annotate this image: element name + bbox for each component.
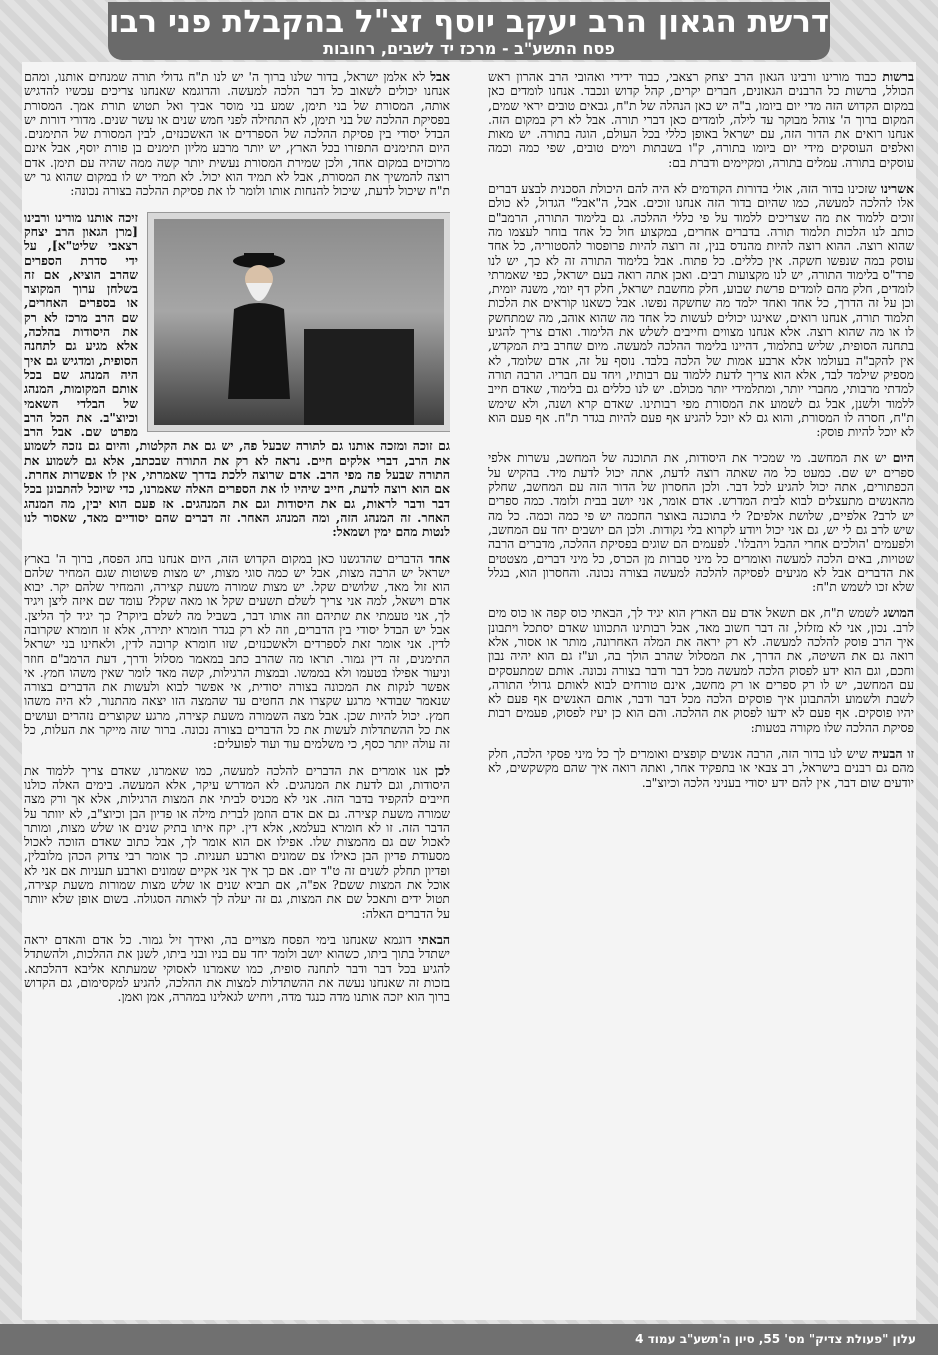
paragraph-text: הדברים שהדגשנו כאן במקום הקדוש הזה, היום אנחנו בחג הפסח, ברוך ה' בארץ ישראל יש הרבה מצות, אבל יש כמה סוגי מצות, יש מצות פשוטות שגם המחיר שלהם הוא זול מאד, שלושים שקל. יש מצות שמורה משעת קצירה, והמחיר שלהם יקר. יבוא אדם וישאל, למה אני צריך לשלם תשעים שקל או מאה שקל? עומד שם איזה ליצן ויגיד לך, אני טעמתי את שתיהם וזה אותו דבר, בשביל מה לשלם ביוקר? כך יגיד לך הליצן. אבל יש הבדל יסודי בין הדברים, וזה לא רק בגדר חומרא יתירה, אלא זו חומרא שקרובה לדין. אני אומר זאת לספרדים ולאשכנזים, שזו חומרא קרובה לדין, ולאחינו בני ישראל התימנים, זה דין גמור. תראו מה שהרב כתב במאמר מסלול ודרך, דעת הרמב"ם חוזר וניעור אפילו בטעמו ולא בממשו. ובמצות הרגילות, קשה מאד לומר שאין משהו חמץ. אי אפשר לנקות את המכונה בצורה יסודית, אי אפשר לבוא ולעשות את הדברים בצורה שנאמר שבודאי מרגע שקצרו את החטים עד שהמצה הזו יצאה מהתנור, לא היה משהו חמץ. יכול להיות שכן. אבל מצה השמורה משעת קצירה, מרגע שקוצרים נזהרים ועושים את כל ההשתדלות לעשות את כל הדברים בצורה נכונה. ברור שזה מייקר את העלות, כל זה עולה יותר כסף, כי משלמים עוד ועוד לפועלים: (24, 550, 450, 752)
page-title: דרשת הגאון הרב יעקב יוסף זצ"ל בהקבלת פני רבו (108, 4, 830, 40)
paragraph (488, 606, 914, 735)
paragraph-text: יש את המחשב. מי שמכיר את היסודות, את התוכנה של המחשב, עשרות אלפי ספרים יש שם. כמעט כל מה שאתה רוצה לדעת, אתה יכול לדעת מיד. בהקיש על הכפתורים, אתה יכול להגיע לכל דבר. ולכן החסרון של הדור הזה עם המחשב, שחלק מהאנשים מתעצלים לבוא לבית המדרש. אדם אומר, אני יושב בבית ולומד. כמה ספרים יש לרב? אלפיים, שלושת אלפים? לי בתוכנה באוצר החכמה יש פי כמה וכמה. כל מה שיש לרב גם לי יש, גם אני יכול ויודע לקרוא בלי נקודות. ולכן הם יושבים יחד עם המחשב, ולפעמים 'הולכים אחרי ההבל ויהבלו'. לפעמים הם שוגים בפסיקת ההלכה, מדברים הרבה שטויות, באים הלכה למעשה ואומרים כל מיני סברות מן הכרס, כל מיני דברים, מצטטים את הדברים אבל לא מגיעים לפסיקה להלכה למעשה בצורה נכונה. והחסרון הוא, בגלל שלא זכו לשמש ת"ח: (488, 450, 914, 595)
paragraph-lead: זו הבעיה (871, 746, 914, 762)
paragraph-lead: אחד (428, 550, 450, 566)
paragraph (488, 747, 914, 790)
paragraph (488, 451, 914, 594)
paragraph-lead: אבל (430, 70, 450, 84)
paragraph-text: שזכינו בדור הזה, אולי בדורות הקודמים לא היה להם היכולת הסכנית לבצע דברים אלו להלכה למעשה, כמו שהיום בדור הזה אנחנו זוכים. אבל, ה"אבל" הגדול, לא כולם זוכים ללמוד את מה שצריכים ללמוד על פי כללי ההלכה. גם בלימוד התורה, הרמב"ם כותב לנו הלכות תלמוד תורה. בדברים אחרים, במקצוע חול כל אחד בוחר לעצמו מה שהוא רוצה. ההוא רוצה להיות מהנדס בנין, זה רוצה להיות פרופסור להסטוריה, כל אחד עוסק במה שנפשו חשקה. אין כללים. כל פתוח. אבל בלימוד התורה זה לא כך, יש לנו פרד"ס בלימוד התורה, יש לנו מקצועות רבים. ואכן אתה רואה בעם ישראל, כפי שאמרתי לומדים, חלק מהם לומדים פרשת שבוע, חלק מחשבת ישראל, חלק דף יומי, משנה יומית, וכן על זה הדרך, כל אחד ואחד ילמד מה שחשקה נפשו. אבל כשאנו קוראים את הלכות תלמוד תורה, אנחנו רואים, שאינגו יכולים לעשות כל אחד מה שהוא אוהב, מה שמתחשק לו או מה שהוא רוצה. אלא אנחנו מצווים וחייבים לשלש את הלימוד. ואדם צריך להגיע בתחנה הסופית, שליש בתלמוד, דהיינו בלימוד ההלכה למעשה. מיום שחרב בית המקדש, אין להקב"ה בעולמו אלא ארבע אמות של הלכה בלבד. נוסף על זה, אדם שלומד, לא מספיק שילמד לבד, אלא הוא צריך לדעת ללמוד עם רבותיו, ויחד עם חבריו. הרבה תורה למדתי מרבותי, מחברי יותר, ומתלמידי יותר מכולם. יש לנו כללים גם בלימוד, שאדם חייב ללמוד ולשנן, אבל גם לשמוע את המסורת מפי רבותינו. שאדם קרא ושנה, ולא שימש ת"ח, חסרה לו המסורת, והוא גם לא יוכל להגיע אף פעם להיות בגדר ת"ח. אף פעם הוא לא יוכל להיות פוסק: (488, 181, 914, 440)
paragraph (488, 182, 914, 439)
paragraph-lead: אשרינו (880, 181, 914, 197)
paragraph-lead: ברשות (882, 70, 914, 84)
paragraph (488, 70, 914, 170)
paragraph-lead: לכן (434, 762, 450, 778)
article-column-right (488, 70, 914, 1310)
paragraph-lead: המושג (883, 605, 914, 621)
header-banner (108, 2, 830, 60)
paragraph-lead: היום (892, 450, 914, 466)
article-column-left (24, 70, 450, 1310)
paragraph-text: שיש לנו בדור הזה, הרבה אנשים קופצים ואומרים לך כל מיני פסקי הלכה, חלק מהם גם רבנים בישראל, רב צבאי או בתפקיד אחר, ואתה רואה איך שהם מקשקשים, לא יודעים שום דבר, אין להם ידע יסודי בעניני הלכה וכיוצ"ב. (488, 746, 914, 790)
page-subtitle: פסח התשע"ב - מרכז יד לשבים, רחובות (323, 39, 615, 58)
rabbi-figure-image (224, 249, 294, 399)
paragraph (24, 764, 450, 921)
highlight-paragraph: זיכה אותנו מורינו ורבינו [מרן הגאון הרב יצחק רצאבי שליט"א], על ידי סדרת הספרים שהרב הוציא, אם זה בשלחן ערוך המקוצר או בספרים האחרים, שם הרב מרכז לא רק את היסודות בהלכה, אלא מגיע גם לתחנה הסופית, ומדגיש גם איך היה המנהג שם בכל אותם המקומות, המנהג של הבלדי השאמי וכיוצ"ב. את הכל הרב מפרט שם. אבל הרב גם זוכה ומזכה אותנו גם לתורה שבעל פה, יש גם את הקלטות, והיום גם נזכה לשמוע את הרב, דברי אלקים חיים. נראה לא רק את התורה שבכתב, אלא גם לשמוע את התורה שבעל פה מפי הרב. אדם שרוצה ללכת בדרך שאמרתי, אין לו אפשרות אחרת. אם הוא רוצה לדעת, חייב שיהיו לו את הספרים האלה שאמרנו, כדי שיוכל להתבונן בכל דבר ודבר לראות, גם את היסודות וגם את המנהגים. אז פעם הוא יבין, מה המנהג האחר. זה המנהג הזה, ומה המנהג האחר. זה דברים שהם יסודיים מאד, שאסור לנו לנטות מהם ימין ושמאל: (24, 209, 450, 540)
paragraph-text: לא אלמן ישראל, בדור שלנו ברוך ה' יש לנו ת"ח גדולי תורה שמנחים אותנו, ומהם אנחנו יכולים לשאוב כל דבר הלכה למעשה. והדוגמא שאנחנו צריכים עכשיו להדגיש אותה, המסורת של בני תימן, שמע בני מוסר אביך ואל תטוש תורת אמך. המסורת בפסיקת ההלכה של בני תימן, לא התחילה לפני חמש שנים או עשר שנים. מדורי דורות יש הבדל יסודי בין פסיקת ההלכה של הספרדים או האשכנזים, לבין המסורת של התימנים. היום התימנים התפזרו בכל הארץ, יש יותר מרבע מליון תימנים בן פורת יוסף, אבל אינם מרוכזים במקום אחד, ולכן שמירת המסורת נעשית יותר קשה ממה שהיה עם תימן. אדם רוצה להמשיך את המסורת, אבל לא תמיד הוא יכול. לא תמיד יש לו במקום שהוא גר יש ת"ח שיכול לדעת, שיכול להנחות אותו ולומר לו את פסיקת ההלכה בצורה נכונה: (24, 70, 450, 199)
podium-image (304, 329, 414, 425)
paragraph-text: דוגמא שאנחנו בימי הפסח מצויים בה, ואידך זיל גמור. כל אדם והאדם יראה ישתדל בתוך ביתו, כשהוא יושב ולומד יחד עם בניו ובני ביתו, לשנן את ההלכות, ולהשתדל להגיע בכל דבר ודבר לתחנה סופית, כמו שאמרנו לאסוקי שמעתתא אליבא דהלכתא. בזכות זה שאנחנו נעשה את ההשתדלות למצות את ההלכה, להגיע למקסימום, גם הקדוש ברוך הוא יזכה אותנו מדה כנגד מדה, ויחיש לגאלינו במהרה, אמן ואמן. (24, 931, 450, 1005)
rabbi-photo (148, 213, 450, 431)
page-footer: עלון "פעולת צדיק" מס' 55, סיון ה'תשע"ב עמוד 4 (0, 1324, 938, 1355)
paragraph-text: כבוד מורינו ורבינו הגאון הרב יצחק רצאבי, כבוד ידידי ואהובי הרב אהרון ראש הכולל, ברשות כל הרבנים הגאונים, חברים יקרים, קהל קדוש ונכבד. אנחנו לומדים כאן במקום הקדוש הזה מדי יום ביומו, ב"ה יש כאן הנהלה של ת"ח, גבאים טובים יראי שמים, המקום ברוך ה' צוהל מבוקר עד לילה, לומדים כאן דברי תורה. אבל לא רק במקום הזה. אנחנו רואים את הדור הזה, עם ישראל באופן כללי בכל העולם, הוגה בתורה. יש מאות ואלפים העוסקים מידי יום ביומו בתורה, ק"ו בשבתות וימים טובים, שפי כמה וכמה עוסקים בתורה. עמלים בתורה, ומקיימים ודברת בם: (488, 70, 914, 170)
paragraph (24, 552, 450, 752)
paragraph (24, 70, 450, 199)
paragraph-text: לשמש ת"ח, אם תשאל אדם עם הארץ הוא יגיד לך, הבאתי כוס קפה או כוס מים לרב. נכון, אני לא מזלזל, זה דבר חשוב מאד, אבל רבותינו התכוונו שאדם יסתכל ויתבונן איך הרב פוסק להלכה למעשה. לא רק יראה את המלה האחרונה, מותר או אסור, אלא רואה גם את השיטה, את הדרך, את המסלול שהרב הולך בה, וע"ז גם הוא יהיה נבון וחכם, וגם הוא ידע לפסוק הלכה למעשה מכל דבר ודבר בצורה נכונה. אותם שמתעסקים עם המחשב, יש לו רק ספרים או רק מחשב, אינם טורחים לבוא לאותם גדולי התורה, לשבת ולשמוע ולהתבונן איך פוסקים הלכה מכל דבר ודבר, אותם האנשים אף פעם לא יהיו פוסקים. אף פעם לא ידעו לפסוק את ההלכה. והם הוא כן יעיז לפסוק, פעמים רבות פסיקת ההלכה שלו מקורה בטעות: (488, 605, 914, 735)
paragraph-lead: הבאתי (418, 931, 450, 947)
paragraph (24, 933, 450, 1004)
paragraph-text: אנו אומרים את הדברים להלכה למעשה, כמו שאמרנו, שאדם צריך ללמוד את היסודות, וגם לדעת את המנהגים. לא המדרש עיקר, אלא המעשה. בימים האלה כולנו חייבים להקפיד בדבר הזה. אני לא מכניס לביתי את המצות הרגילות, אלא אך ורק מצה שמורה משעת קצירה. גם אם אדם הוזמן לברית מילה או פדיון הבן וכיוצ"ב, לא יוותר על הדבר הזה. זו לא חומרא בעלמא, אלא דין. יקח איתו בתיק שנים או שלש מצות, ומותר לאכול שם גם מהמצות שלו. אפילו אם הוא אומר לך, אבל כתוב שאדם הזוכה לאכול מסעודת פדיון הבן כאילו צם שמונים וארבע תעניות. כך אומר רבי צדוק הכהן מלובלין, ופדיון תחלק לשנים זה ט"ד יום. אם כך איך אני אקיים שמונים וארבע תעניות אם אני לא אוכל את המצות ששם? אפ"ה, אם תביא שנים או שלש מצות שמורות משעת קצירה, תטול ידים ותאכל שם את המצות, גם זה יעלה לך לאותה הסגולה. בשום אופן שלא יוותר על הדברים האלה: (24, 762, 450, 921)
